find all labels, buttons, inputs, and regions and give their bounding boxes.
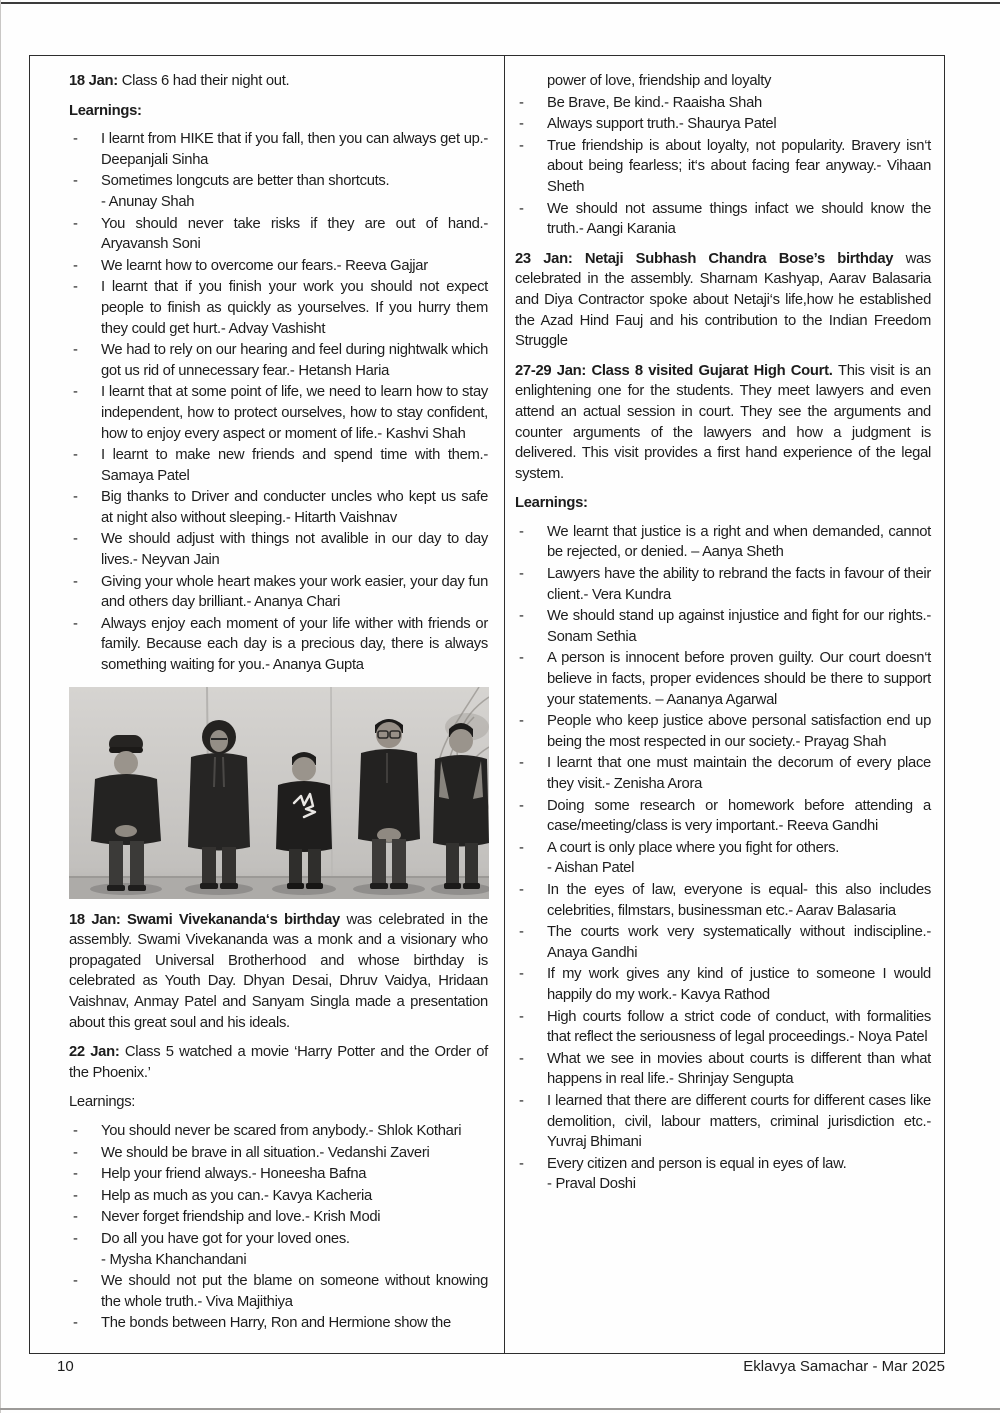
item-text: Giving your whole heart makes your work easier, your day fun and others day brilliant.- Ananya Chari — [101, 573, 488, 611]
bullet-dash: - — [73, 615, 78, 632]
bullet-dash: - — [73, 279, 78, 296]
footer-issue: Eklavya Samachar - Mar 2025 — [743, 1358, 945, 1375]
item-text: High courts follow a strict code of conduct, with formalities that reflect the seriousness of legal proceedings.- Noya Patel — [547, 1008, 931, 1046]
students-photo — [69, 687, 489, 899]
list-item — [69, 1143, 488, 1164]
list-item — [69, 214, 488, 255]
bullet-dash: - — [519, 137, 524, 154]
list-item — [69, 1313, 488, 1334]
bullet-dash: - — [73, 257, 78, 274]
footer-page-number: 10 — [57, 1358, 74, 1375]
item-text: Always support truth.- Shaurya Patel — [547, 116, 777, 133]
bullet-dash: - — [73, 573, 78, 590]
list-item — [515, 753, 931, 794]
learnings-heading: Learnings: — [69, 1094, 136, 1111]
list-item — [515, 711, 931, 752]
learnings-list — [515, 93, 931, 240]
list-item — [69, 529, 488, 570]
list-item — [69, 1207, 488, 1228]
item-text: If my work gives any kind of justice to someone I would happily do my work.- Kavya Rathod — [547, 966, 931, 1003]
list-item — [515, 114, 931, 135]
list-item — [515, 1049, 931, 1090]
column-left — [30, 56, 504, 1353]
item-text: Always enjoy each moment of your life wither with friends or family. Because each day is a precious day, there is always something waiting for you.- Ananya Gupta — [101, 615, 488, 674]
page-left-edge — [0, 0, 1, 1413]
list-item — [69, 382, 488, 444]
learnings-list — [69, 1121, 488, 1334]
item-text: I learned that there are different courts for different cases like demolition, civil, labour matters, criminal jurisdiction etc.- Yuvraj Bhimani — [547, 1092, 931, 1151]
continued-line: power of love, friendship and loyalty — [547, 73, 772, 89]
bold-lead-text: 18 Jan: — [69, 73, 122, 89]
list-item — [69, 340, 488, 381]
item-text: True friendship is about loyalty, not popularity. Bravery isn‘t about being fearless; it‘s about facing fear anyway.- Vihaan Sheth — [547, 137, 931, 195]
body-text: was celebrated in the assembly. Swami Vivekananda was a monk and a visionary who propagated Universal Brotherhood and whose birthday is celebrated as Youth Day. Dhyan Desai, Dhruv Vaidya, Hridaan Vaishnav, Anmay Patel and Sanyam Singla made a presentation about this great soul and his ideals. — [69, 911, 488, 1031]
item-text: We learnt how to overcome our fears.- Reeva Gajjar — [101, 257, 428, 274]
bullet-dash: - — [519, 881, 524, 898]
bullet-dash: - — [519, 1155, 524, 1172]
list-item — [69, 1164, 488, 1185]
list-item — [515, 922, 931, 963]
list-item — [515, 564, 931, 605]
list-item — [69, 614, 488, 676]
item-text: Big thanks to Driver and conducter uncles who kept us safe at night also without sleeping.- Hitarth Vaishnav — [101, 489, 488, 526]
list-item — [69, 1271, 488, 1312]
item-text: What we see in movies about courts is different than what happens in real life.- Shrinjay Sengupta — [547, 1050, 931, 1088]
list-item — [515, 964, 931, 1005]
item-text: I learnt from HIKE that if you fall, then you can always get up.- Deepanjali Sinha — [101, 131, 488, 168]
bold-lead-text: 18 Jan: Swami Vivekananda‘s birthday — [69, 911, 347, 928]
bullet-dash: - — [519, 797, 524, 814]
item-text: The bonds between Harry, Ron and Hermione show the — [101, 1315, 451, 1332]
item-text: We should not assume things infact we should know the truth.- Aangi Karania — [547, 200, 931, 238]
item-attribution: - Praval Doshi — [547, 1176, 636, 1193]
item-text: Help your friend always.- Honeesha Bafna — [101, 1166, 367, 1183]
bullet-dash: - — [519, 839, 524, 856]
bullet-dash: - — [73, 384, 78, 401]
learnings-list — [69, 129, 488, 675]
list-item — [69, 256, 488, 277]
bullet-dash: - — [73, 173, 78, 190]
list-item — [515, 1154, 931, 1195]
learnings-list — [515, 522, 931, 1195]
bold-lead-text: 27-29 Jan: Class 8 visited Gujarat High Court. — [515, 362, 838, 379]
bullet-dash: - — [73, 1166, 78, 1183]
list-item — [515, 648, 931, 710]
list-item — [69, 277, 488, 339]
item-text: Every citizen and person is equal in eyes of law. — [547, 1155, 847, 1172]
list-item — [69, 171, 488, 212]
bullet-dash: - — [73, 1315, 78, 1332]
bullet-dash: - — [519, 523, 524, 540]
bullet-dash: - — [519, 608, 524, 625]
item-attribution: - Anunay Shah — [101, 193, 195, 210]
item-text: I learnt that at some point of life, we need to learn how to stay independent, how to protect ourselves, how to stay confident, how to enjoy every aspect or moment of life.- Kashvi Shah — [101, 384, 488, 442]
paragraph — [515, 361, 931, 485]
bullet-dash: - — [519, 713, 524, 730]
list-item — [515, 796, 931, 837]
item-text: We should stand up against injustice and fight for our rights.- Sonam Sethia — [547, 608, 931, 645]
item-text: I learnt that if you finish your work you should not expect people to finish as quickly as yourselves. If you hurry them they could get hurt.- Advay Vashisht — [101, 279, 488, 337]
bold-lead-text: 22 Jan: — [69, 1044, 125, 1061]
item-text: Never forget friendship and love.- Krish Modi — [101, 1209, 381, 1226]
bullet-dash: - — [519, 924, 524, 941]
page-top-edge — [0, 2, 1000, 4]
list-item — [515, 522, 931, 563]
item-text: I learnt to make new friends and spend time with them.- Samaya Patel — [101, 447, 488, 484]
paragraph — [69, 910, 488, 1034]
students-photo-graphic — [69, 687, 489, 899]
item-text: Do all you have got for your loved ones. — [101, 1230, 350, 1247]
item-text: Lawyers have the ability to rebrand the facts in favour of their client.- Vera Kundra — [547, 566, 931, 603]
bullet-dash: - — [73, 447, 78, 464]
list-item — [69, 129, 488, 170]
bullet-dash: - — [519, 200, 524, 217]
item-text: We should not put the blame on someone without knowing the whole truth.- Viva Majithiya — [101, 1273, 488, 1310]
body-text: Class 6 had their night out. — [121, 73, 290, 89]
bullet-dash: - — [73, 1209, 78, 1226]
bullet-dash: - — [519, 755, 524, 772]
bullet-dash: - — [519, 1092, 524, 1109]
bullet-dash: - — [519, 116, 524, 133]
bullet-dash: - — [73, 342, 78, 359]
bullet-dash: - — [73, 1230, 78, 1247]
bullet-dash: - — [519, 1050, 524, 1067]
paragraph — [69, 71, 488, 92]
learnings-heading: Learnings: — [515, 495, 588, 512]
item-text: I learnt that one must maintain the decorum of every place they visit.- Zenisha Arora — [547, 755, 931, 792]
content-box — [29, 55, 945, 1354]
learnings-heading: Learnings: — [69, 102, 142, 119]
item-text: Be Brave, Be kind.- Raaisha Shah — [547, 94, 762, 111]
item-text: A court is only place where you fight for others. — [547, 839, 840, 856]
item-text: In the eyes of law, everyone is equal- this also includes celebrities, filmstars, businessman etc.- Aarav Balasaria — [547, 881, 931, 919]
bullet-dash: - — [73, 131, 78, 148]
list-item — [69, 572, 488, 613]
item-text: A person is innocent before proven guilty. Our court doesn‘t believe in facts, proper evidences should be there to support your statements. – Aananya Agarwal — [547, 650, 931, 708]
item-text: We learnt that justice is a right and when demanded, cannot be rejected, or denied. – Aanya Sheth — [547, 523, 931, 561]
item-attribution: - Mysha Khanchandani — [101, 1251, 247, 1268]
bullet-dash: - — [73, 1122, 78, 1139]
item-text: Doing some research or homework before attending a case/meeting/class is very important.- Reeva Gandhi — [547, 797, 931, 835]
item-text: We should be brave in all situation.- Vedanshi Zaveri — [101, 1144, 430, 1161]
list-item — [69, 487, 488, 528]
list-item — [69, 1229, 488, 1270]
list-item — [69, 1186, 488, 1207]
item-text: The courts work very systematically without indiscipline.- Anaya Gandhi — [547, 924, 931, 961]
bullet-dash: - — [73, 215, 78, 232]
list-item — [69, 1121, 488, 1142]
body-text: This visit is an enlightening one for the students. They meet lawyers and even attend an actual session in court. They see the arguments and counter arguments of the lawyers and how a judgment is delivered. This visit provides a first hand experience of the legal system. — [515, 362, 931, 482]
list-item — [515, 136, 931, 198]
bullet-dash: - — [73, 531, 78, 548]
list-item — [515, 199, 931, 240]
body-text: was celebrated in the assembly. Sharnam Kashyap, Aarav Balasaria and Diya Contractor spoke about Netaji‘s life,how he established the Azad Hind Fauj and his contribution to the Indian Freedom Struggle — [515, 250, 931, 350]
bullet-dash: - — [519, 966, 524, 983]
bullet-dash: - — [73, 489, 78, 506]
item-text: People who keep justice above personal satisfaction end up being the most respected in our society.- Prayag Shah — [547, 713, 931, 750]
bullet-dash: - — [519, 1008, 524, 1025]
list-item — [515, 93, 931, 114]
item-attribution: - Aishan Patel — [547, 860, 635, 877]
item-text: Sometimes longcuts are better than shortcuts. — [101, 173, 390, 190]
paragraph — [69, 1042, 488, 1083]
item-text: We should adjust with things not avalible in our day to day lives.- Neyvan Jain — [101, 531, 488, 569]
bullet-dash: - — [73, 1273, 78, 1290]
page-bottom-edge — [0, 1408, 1000, 1410]
item-text: Help as much as you can.- Kavya Kacheria — [101, 1187, 372, 1204]
list-item — [515, 606, 931, 647]
paragraph — [515, 249, 931, 352]
list-item — [515, 880, 931, 921]
bullet-dash: - — [519, 94, 524, 111]
bullet-dash: - — [73, 1187, 78, 1204]
body-text: Class 5 watched a movie ‘Harry Potter and the Order of the Phoenix.’ — [69, 1044, 488, 1081]
item-text: You should never take risks if they are out of hand.- Aryavansh Soni — [101, 215, 488, 253]
bold-lead-text: 23 Jan: Netaji Subhash Chandra Bose’s birthday — [515, 250, 906, 267]
column-right — [504, 56, 944, 1353]
list-item — [515, 1007, 931, 1048]
item-text: You should never be scared from anybody.- Shlok Kothari — [101, 1122, 462, 1139]
bullet-dash: - — [73, 1144, 78, 1161]
list-item — [515, 838, 931, 879]
item-text: We had to rely on our hearing and feel during nightwalk which got us rid of unnecessary fear.- Hetansh Haria — [101, 342, 488, 379]
bullet-dash: - — [519, 650, 524, 667]
list-item — [515, 1091, 931, 1153]
list-item — [69, 445, 488, 486]
bullet-dash: - — [519, 566, 524, 583]
